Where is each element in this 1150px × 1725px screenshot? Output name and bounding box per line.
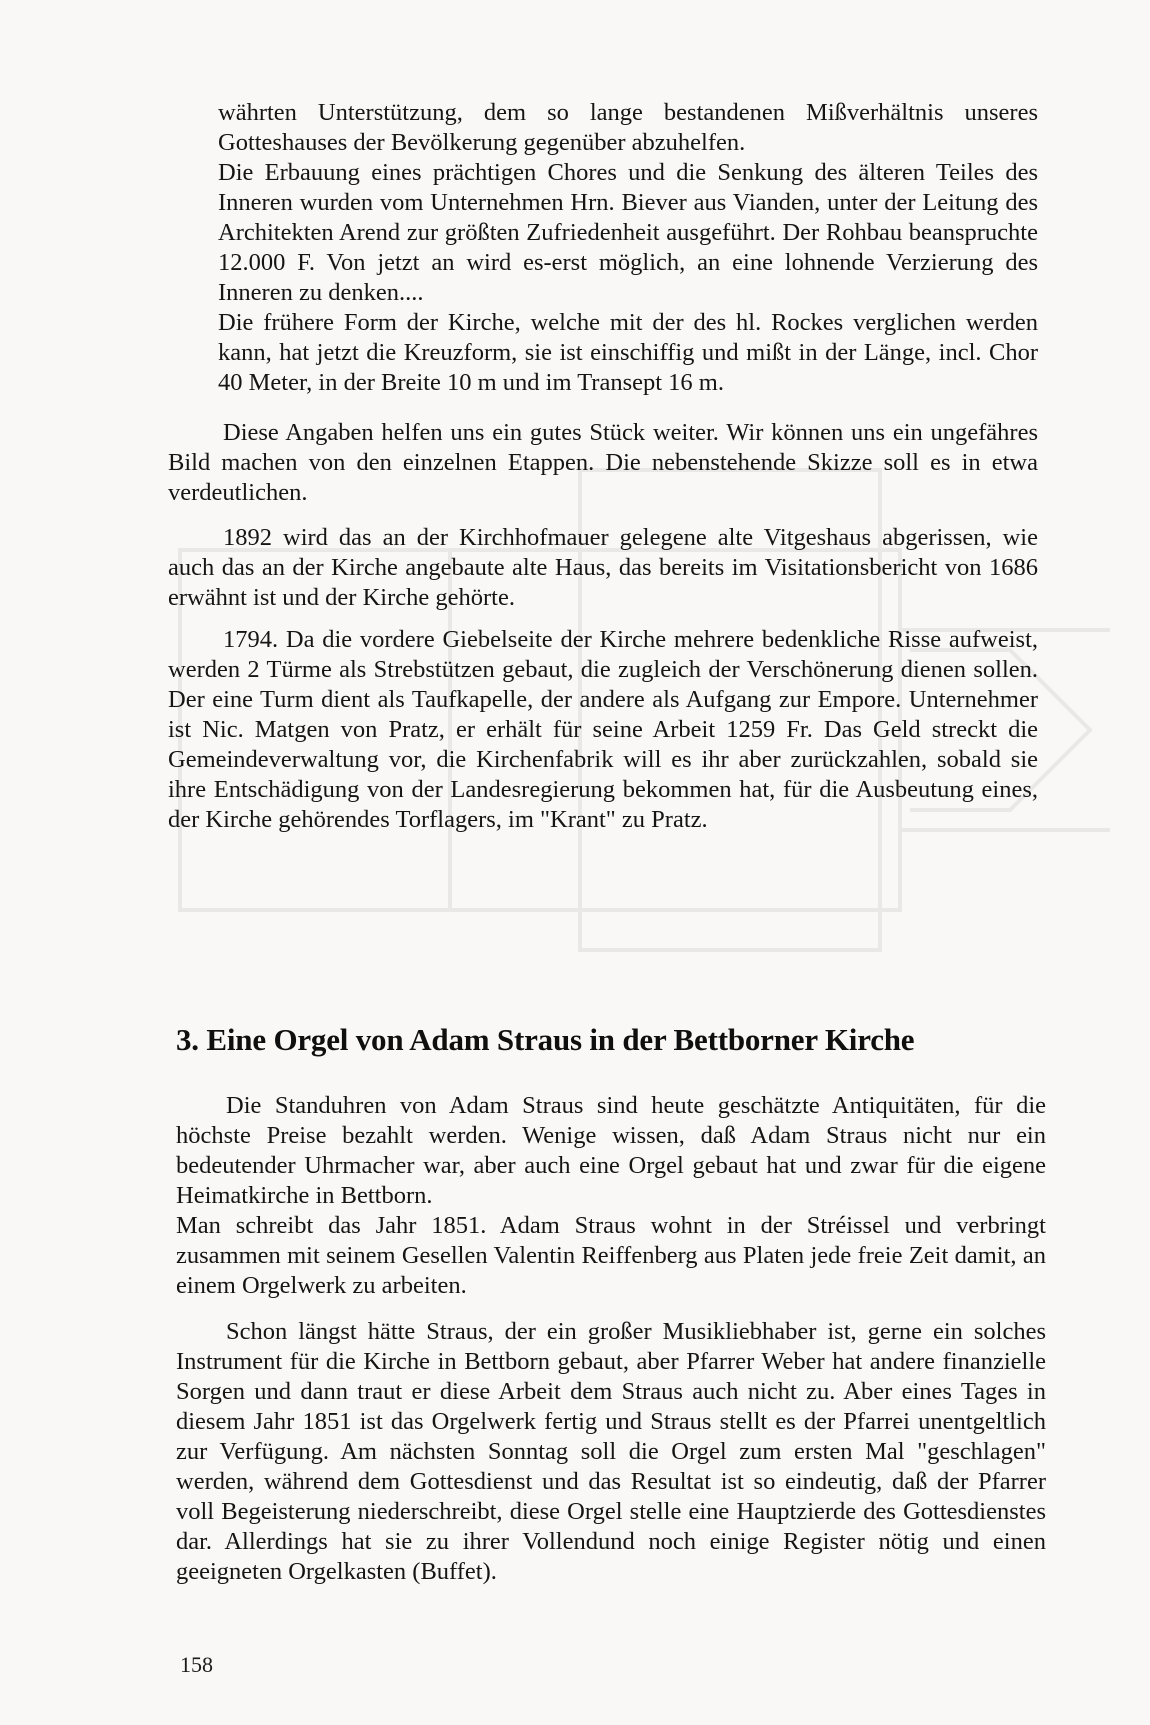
page-number: 158 [180,1652,213,1677]
body-paragraph-1794 [168,625,1038,835]
quoted-text-block [218,98,1038,398]
section-paragraph-intro [176,1091,1046,1301]
paragraph-text: 1892 wird das an der Kirchhofmauer gelegene alte Vitgeshaus abgerissen, wie auch das an der Kirche angebaute alte Haus, das bereits im Visitationsbericht von 1686 erwähnt ist und der Kirche gehörte. [168,524,1038,611]
paragraph-text: Die Standuhren von Adam Straus sind heute geschätzte Antiquitäten, für die höchste Preise bezahlt werden. Wenige wissen, daß Adam Straus nicht nur ein bedeutender Uhrmacher war, aber auch eine Orgel gebaut hat und zwar für die eigene Heimatkirche in Bettborn. [176,1092,1046,1209]
paragraph-text: 1794. Da die vordere Giebelseite der Kirche mehrere bedenkliche Risse aufweist, werden 2 Türme als Strebstützen gebaut, die zugleich der Verschönerung dienen sollen. Der eine Turm dient als Taufkapelle, der andere als Aufgang zur Empore. Unternehmer ist Nic. Matgen von Pratz, er erhält für seine Arbeit 1259 Fr. Das Geld streckt die Gemeindeverwaltung vor, die Kirchenfabrik will es ihr aber zurückzahlen, sobald sie ihre Entschädigung von der Landesregierung bekommen hat, für die Ausbeutung eines, der Kirche gehörendes Torflagers, im "Krant" zu Pratz. [168,626,1038,833]
quote-paragraph: Die frühere Form der Kirche, welche mit der des hl. Rockes verglichen werden kann, hat jetzt die Kreuzform, sie ist einschiffig und mißt in der Länge, incl. Chor 40 Meter, in der Breite 10 m und im Transept 16 m. [218,309,1038,396]
section-heading: 3. Eine Orgel von Adam Straus in der Bettborner Kirche [176,1022,915,1057]
paragraph-text: Diese Angaben helfen uns ein gutes Stück weiter. Wir können uns ein ungefähres Bild machen von den einzelnen Etappen. Die nebenstehende Skizze soll es in etwa verdeutlichen. [168,419,1038,506]
paragraph-text: Man schreibt das Jahr 1851. Adam Straus wohnt in der Stréissel und verbringt zusammen mit seinem Gesellen Valentin Reiffenberg aus Platen jede freie Zeit damit, an einem Orgelwerk zu arbeiten. [176,1212,1046,1299]
section-paragraph-organ [176,1317,1046,1587]
quote-paragraph: Die Erbauung eines prächtigen Chores und die Senkung des älteren Teiles des Inneren wurden vom Unternehmen Hrn. Biever aus Vianden, unter der Leitung des Architekten Arend zur größten Zufriedenheit ausgeführt. Der Rohbau beanspruchte 12.000 F. Von jetzt an wird es-erst möglich, an eine lohnende Verzierung des Inneren zu denken.... [218,159,1038,306]
body-paragraph-1892 [168,523,1038,613]
paragraph-text: Schon längst hätte Straus, der ein großer Musikliebhaber ist, gerne ein solches Instrument für die Kirche in Bettborn gebaut, aber Pfarrer Weber hat andere finanzielle Sorgen und dann traut er diese Arbeit dem Straus auch nicht zu. Aber eines Tages in diesem Jahr 1851 ist das Orgelwerk fertig und Straus stellt es der Pfarrei unentgeltlich zur Verfügung. Am nächsten Sonntag soll die Orgel zum ersten Mal "geschlagen" werden, während dem Gottesdienst und das Resultat ist so eindeutig, daß der Pfarrer voll Begeisterung niederschreibt, diese Orgel stelle eine Hauptzierde des Gottesdienstes dar. Allerdings hat sie zu ihrer Vollendund noch einige Register nötig und einen geeigneten Orgelkasten (Buffet). [176,1318,1046,1585]
quote-paragraph: währten Unterstützung, dem so lange bestandenen Mißverhältnis unseres Gotteshauses der Bevölkerung gegenüber abzuhelfen. [218,99,1038,156]
body-paragraph-sketch-intro [168,418,1038,508]
